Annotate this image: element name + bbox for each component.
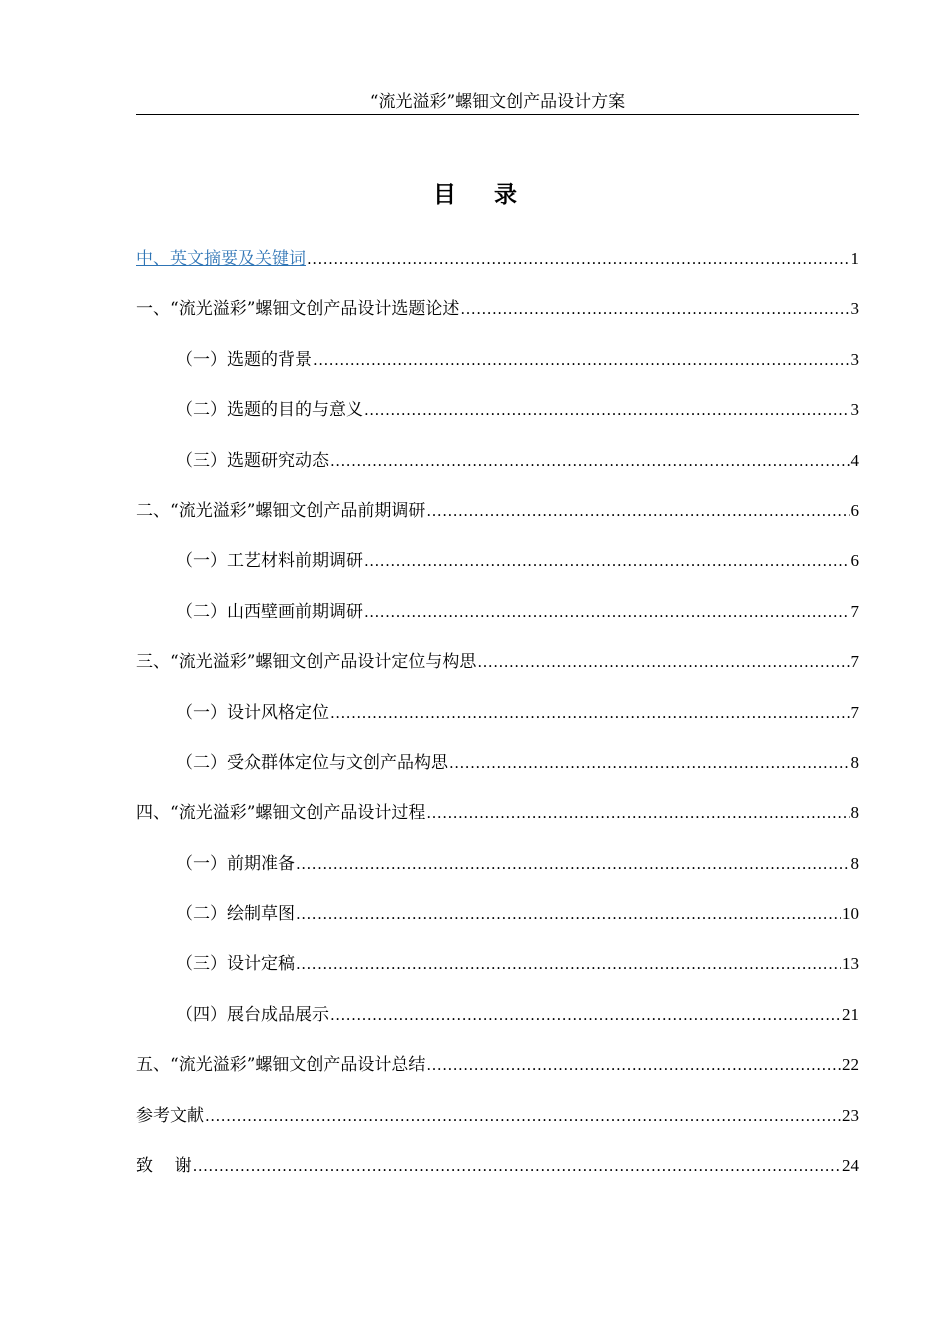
toc-entry[interactable] xyxy=(136,395,859,445)
toc-leader-dots xyxy=(307,244,850,274)
toc-leader-dots xyxy=(330,1000,841,1030)
toc-entry[interactable] xyxy=(136,748,859,798)
toc-leader-dots xyxy=(477,647,849,677)
table-of-contents xyxy=(136,244,859,1201)
toc-entry-label[interactable]: 五、“流光溢彩”螺钿文创产品设计总结 xyxy=(136,1055,426,1076)
toc-leader-dots xyxy=(205,1101,841,1131)
toc-leader-dots xyxy=(426,1050,841,1080)
toc-entry-label[interactable]: （三）选题研究动态 xyxy=(176,450,329,471)
toc-entry-page-number: 22 xyxy=(842,1055,859,1075)
toc-entry[interactable] xyxy=(136,546,859,596)
toc-entry-page-number: 6 xyxy=(850,551,859,571)
toc-leader-dots xyxy=(460,294,849,324)
toc-entry-label[interactable]: （二）山西壁画前期调研 xyxy=(176,601,363,622)
toc-leader-dots xyxy=(296,899,841,929)
toc-leader-dots xyxy=(313,345,850,375)
toc-entry[interactable] xyxy=(136,597,859,647)
toc-leader-dots xyxy=(364,546,850,576)
toc-entry[interactable] xyxy=(136,345,859,395)
toc-entry-page-number: 3 xyxy=(850,400,859,420)
toc-leader-dots xyxy=(330,446,850,476)
toc-entry[interactable] xyxy=(136,849,859,899)
toc-entry[interactable] xyxy=(136,1151,859,1201)
toc-entry-page-number: 3 xyxy=(850,299,859,319)
toc-entry-label[interactable]: （一）前期准备 xyxy=(176,853,295,874)
toc-entry[interactable] xyxy=(136,1000,859,1050)
toc-leader-dots xyxy=(449,748,850,778)
toc-leader-dots xyxy=(193,1151,841,1181)
toc-entry[interactable] xyxy=(136,294,859,344)
toc-entry-label[interactable]: 四、“流光溢彩”螺钿文创产品设计过程 xyxy=(136,803,426,824)
toc-entry[interactable] xyxy=(136,647,859,697)
toc-entry[interactable] xyxy=(136,1101,859,1151)
toc-entry-page-number: 4 xyxy=(850,450,859,470)
toc-entry-page-number: 8 xyxy=(850,853,859,873)
toc-entry-page-number: 13 xyxy=(842,954,859,974)
toc-entry-label[interactable]: （二）绘制草图 xyxy=(176,904,295,925)
toc-entry-page-number: 1 xyxy=(850,249,859,268)
toc-leader-dots xyxy=(364,597,850,627)
toc-entry[interactable] xyxy=(136,798,859,848)
toc-entry-page-number: 3 xyxy=(850,349,859,369)
toc-entry-page-number: 6 xyxy=(850,500,859,520)
toc-leader-dots xyxy=(330,698,850,728)
toc-entry-page-number: 23 xyxy=(842,1105,859,1125)
toc-entry-label[interactable]: 二、“流光溢彩”螺钿文创产品前期调研 xyxy=(136,500,426,521)
toc-entry-page-number: 8 xyxy=(850,803,859,823)
toc-entry-label[interactable]: （二）选题的目的与意义 xyxy=(176,400,363,421)
toc-entry-label[interactable]: 三、“流光溢彩”螺钿文创产品设计定位与构思 xyxy=(136,652,477,673)
toc-title: 目录 xyxy=(433,181,555,208)
toc-entry-page-number: 24 xyxy=(842,1156,859,1176)
toc-entry-label[interactable]: （二）受众群体定位与文创产品构思 xyxy=(176,752,448,773)
toc-entry-page-number: 7 xyxy=(850,601,859,621)
toc-entry[interactable] xyxy=(136,446,859,496)
toc-entry-label[interactable]: （一）工艺材料前期调研 xyxy=(176,551,363,572)
toc-entry-label[interactable]: 一、“流光溢彩”螺钿文创产品设计选题论述 xyxy=(136,299,460,320)
toc-leader-dots xyxy=(296,949,841,979)
toc-entry-label[interactable]: （一）设计风格定位 xyxy=(176,702,329,723)
toc-entry-label[interactable]: 参考文献 xyxy=(136,1105,204,1126)
toc-entry-link[interactable]: 中、英文摘要及关键词 xyxy=(136,249,306,269)
toc-entry-page-number: 7 xyxy=(850,702,859,722)
toc-entry-page-number: 10 xyxy=(842,904,859,924)
toc-entry[interactable] xyxy=(136,1050,859,1100)
toc-leader-dots xyxy=(426,798,849,828)
toc-entry[interactable] xyxy=(136,244,859,294)
toc-entry-page-number: 8 xyxy=(850,752,859,772)
toc-leader-dots xyxy=(364,395,850,425)
toc-entry-page-number: 7 xyxy=(850,652,859,672)
toc-entry[interactable] xyxy=(136,698,859,748)
toc-entry-label[interactable]: 致 谢 xyxy=(136,1156,192,1177)
toc-entry-label[interactable]: （一）选题的背景 xyxy=(176,349,312,370)
toc-entry[interactable] xyxy=(136,496,859,546)
toc-entry-page-number: 21 xyxy=(842,1004,859,1024)
page-header: “流光溢彩”螺钿文创产品设计方案 xyxy=(136,90,859,115)
toc-leader-dots xyxy=(426,496,849,526)
toc-entry-label[interactable]: （四）展台成品展示 xyxy=(176,1004,329,1025)
toc-leader-dots xyxy=(296,849,850,879)
toc-entry[interactable] xyxy=(136,949,859,999)
toc-entry-label[interactable]: （三）设计定稿 xyxy=(176,954,295,975)
toc-entry[interactable] xyxy=(136,899,859,949)
